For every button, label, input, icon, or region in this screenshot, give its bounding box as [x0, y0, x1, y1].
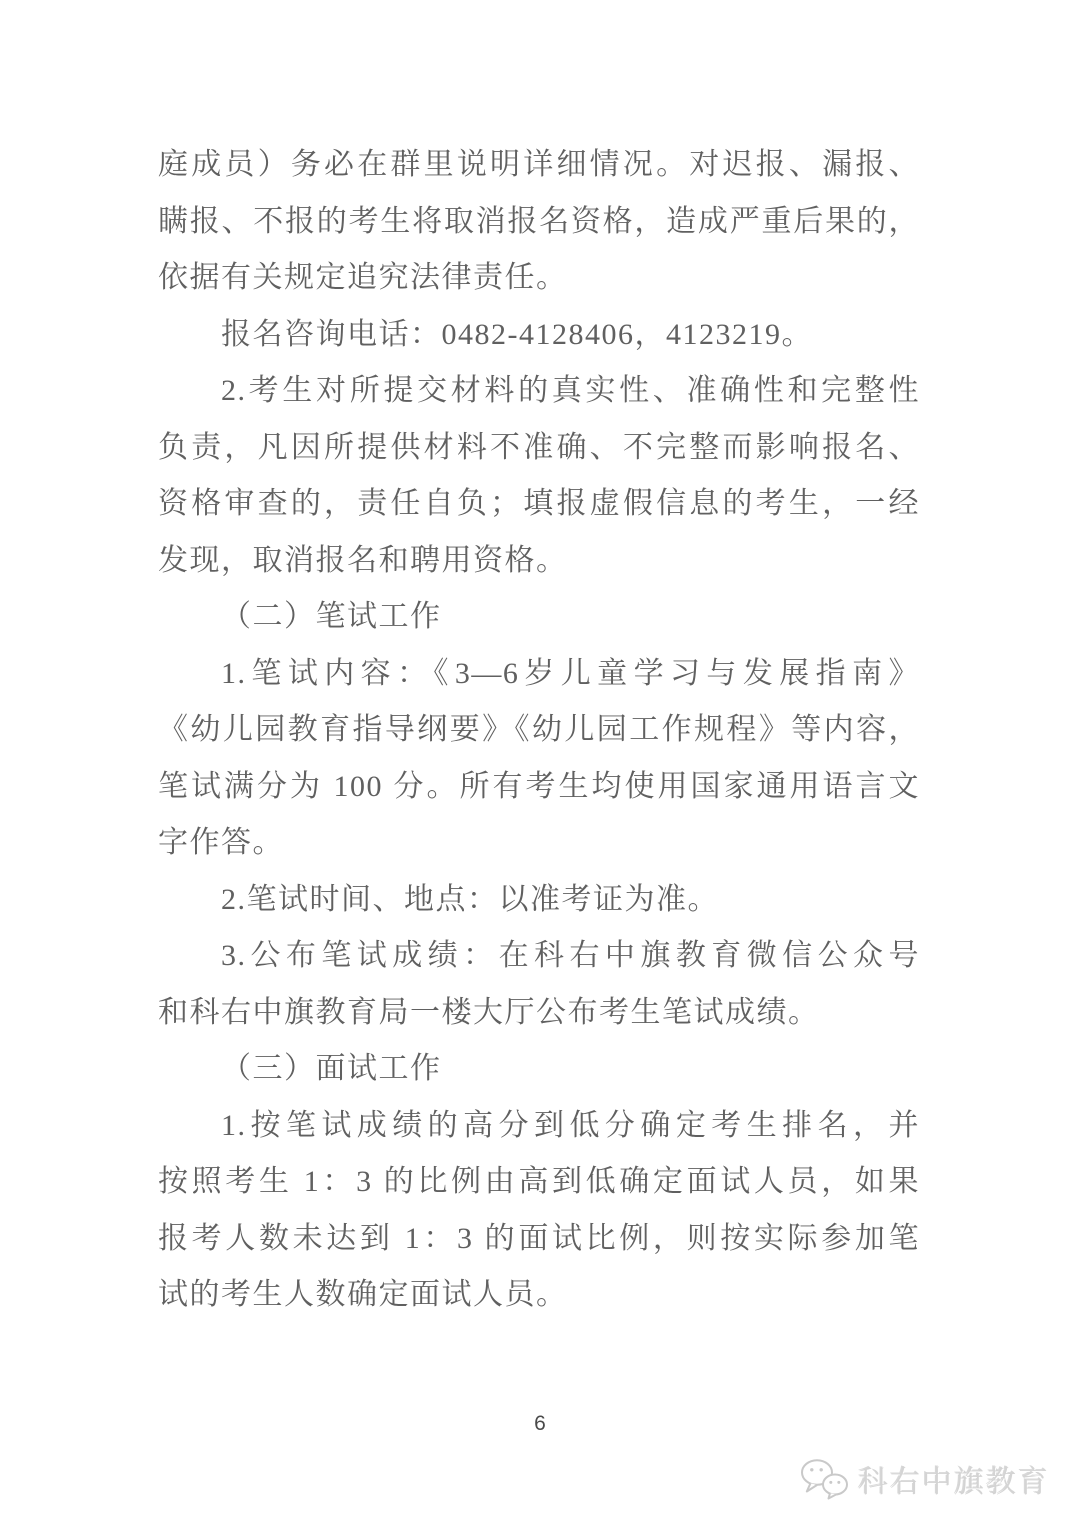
text-line: 依据有关规定追究法律责任。: [158, 261, 568, 294]
watermark: [799, 1457, 1050, 1501]
watermark-label: 科右中旗教育: [858, 1466, 1050, 1499]
page-number: 6: [534, 1412, 546, 1435]
text-line: 《幼儿园教育指导纲要》《幼儿园工作规程》等内容，: [158, 713, 920, 746]
text-line: 字作答。: [158, 826, 284, 859]
section-heading: （三）面试工作: [221, 1052, 442, 1085]
text-line: 按照考生 1：3 的比例由高到低确定面试人员，如果: [158, 1165, 920, 1198]
text-line: 1.按笔试成绩的高分到低分确定考生排名，并: [221, 1108, 920, 1142]
wechat-icon: [799, 1458, 851, 1500]
text-line: 3.公布笔试成绩：在科右中旗教育微信公众号: [221, 939, 920, 972]
text-line: 1.笔试内容：《3—6岁儿童学习与发展指南》: [221, 656, 920, 690]
text-line: 报考人数未达到 1：3 的面试比例，则按实际参加笔: [158, 1221, 920, 1255]
text-line: 2.笔试时间、地点：以准考证为准。: [221, 882, 719, 916]
text-line: 2.考生对所提交材料的真实性、准确性和完整性: [221, 374, 920, 407]
document-body: [158, 137, 920, 1324]
text-line: 瞒报、不报的考生将取消报名资格，造成严重后果的，: [158, 204, 920, 238]
text-line: 笔试满分为 100 分。所有考生均使用国家通用语言文: [158, 769, 920, 803]
text-line: 发现，取消报名和聘用资格。: [158, 543, 568, 577]
text-line: 试的考生人数确定面试人员。: [158, 1278, 568, 1311]
section-heading: （二）笔试工作: [221, 600, 442, 633]
text-line: 庭成员）务必在群里说明详细情况。对迟报、漏报、: [158, 148, 920, 181]
text-line: 和科右中旗教育局一楼大厅公布考生笔试成绩。: [158, 995, 820, 1029]
text-line: 报名咨询电话：0482-4128406，4123219。: [221, 317, 813, 351]
text-line: 负责，凡因所提供材料不准确、不完整而影响报名、: [158, 430, 920, 464]
text-line: 资格审查的，责任自负；填报虚假信息的考生，一经: [158, 487, 920, 520]
